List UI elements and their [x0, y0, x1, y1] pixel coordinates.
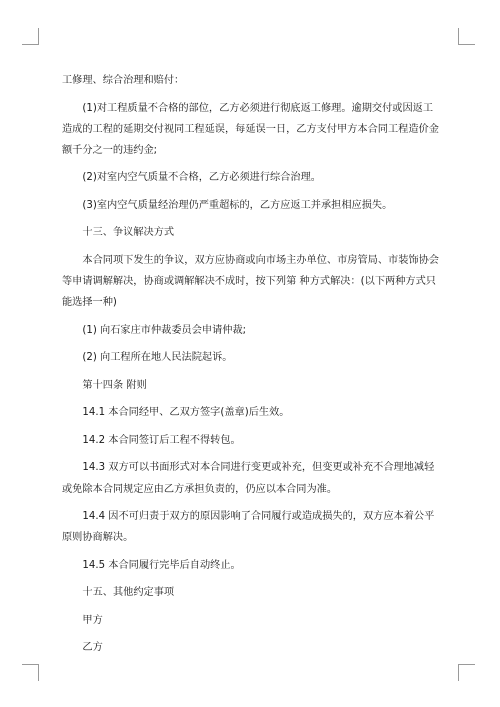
party-b-label: 乙方: [82, 642, 103, 654]
section-heading: 十三、争议解决方式: [82, 227, 175, 239]
crop-mark-top-right: [458, 28, 475, 45]
paragraph: 工修理、综合治理和赔付：: [62, 75, 185, 86]
paragraph: (1)对工程质量不合格的部位，乙方必须进行彻底返工修理。逾期交付或因返工造成的工程的延期交付视同工程延误，每延误一日，乙方支付甲方本合同工程造价金额千分之一的违约金;: [62, 102, 439, 156]
crop-mark-bottom-right: [458, 664, 475, 681]
paragraph: 本合同项下发生的争议，双方应协商或向市场主办单位、市房管局、市装饰协会等申请调解解决，协商或调解解决不成时，按下列第 种方式解决：(以下两种方式只能选择一种): [62, 254, 439, 309]
paragraph: (2)对室内空气质量不合格，乙方必须进行综合治理。: [82, 172, 321, 184]
party-a-label: 甲方: [82, 614, 103, 626]
document-body: [62, 70, 442, 665]
section-heading: 第十四条 附则: [82, 379, 147, 391]
list-item: (2) 向工程所在地人民法院起诉。: [82, 352, 233, 364]
clause: 14.3 双方可以书面形式对本合同进行变更或补充，但变更或补充不合理地减轻或免除本合同规定应由乙方承担负责的，仍应以本合同为准。: [62, 462, 435, 495]
section-heading: 十五、其他约定事项: [82, 587, 175, 599]
paragraph: (3)室内空气质量经治理仍严重超标的，乙方应返工并承担相应损失。: [82, 199, 393, 211]
list-item: (1) 向石家庄市仲裁委员会申请仲裁;: [82, 324, 247, 336]
crop-mark-bottom-left: [22, 664, 39, 681]
clause: 14.4 因不可归责于双方的原因影响了合同履行或造成损失的，双方应本着公平原则协商解决。: [62, 511, 435, 544]
clause: 14.1 本合同经甲、乙双方签字(盖章)后生效。: [82, 407, 290, 419]
crop-mark-top-left: [22, 28, 39, 45]
clause: 14.2 本合同签订后工程不得转包。: [82, 434, 241, 446]
clause: 14.5 本合同履行完毕后自动终止。: [82, 559, 241, 571]
